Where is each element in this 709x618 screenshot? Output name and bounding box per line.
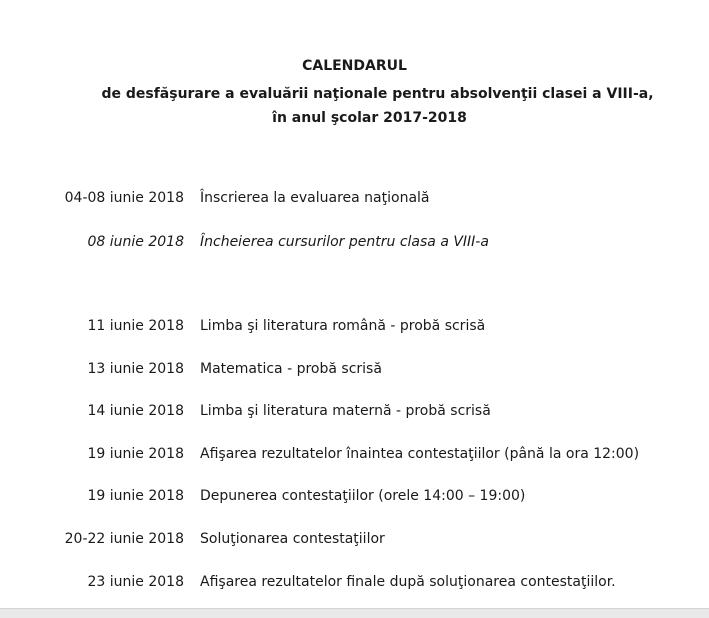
schedule-event: Soluţionarea contestaţiilor [200,531,385,547]
schedule-row [0,486,709,506]
schedule-row [0,529,709,549]
schedule-event: Încheierea cursurilor pentru clasa a VIII-a [200,234,489,250]
schedule-row [0,572,709,592]
schedule-date: 14 iunie 2018 [87,403,184,419]
schedule-row [0,359,709,379]
document-title: CALENDARUL [302,58,407,74]
schedule-event: Înscrierea la evaluarea naţională [200,190,430,206]
document-subtitle-line2: în anul şcolar 2017-2018 [272,110,467,126]
schedule-event: Afişarea rezultatelor finale după soluţionarea contestaţiilor. [200,574,616,590]
schedule-date: 08 iunie 2018 [87,234,184,250]
document-subtitle-line1: de desfăşurare a evaluării naţionale pentru absolvenţii clasei a VIII-a, [101,86,654,102]
schedule-date: 23 iunie 2018 [87,574,184,590]
schedule-row [0,316,709,336]
schedule-date: 20-22 iunie 2018 [64,531,184,547]
schedule-date: 04-08 iunie 2018 [64,190,184,206]
schedule-row [0,188,709,208]
schedule-row [0,444,709,464]
schedule-row [0,232,709,252]
schedule-event: Afişarea rezultatelor înaintea contestaţiilor (până la ora 12:00) [200,446,640,462]
schedule-event: Limba şi literatura maternă - probă scrisă [200,403,491,419]
schedule-event: Matematica - probă scrisă [200,361,382,377]
schedule-event: Depunerea contestaţiilor (orele 14:00 – 19:00) [200,488,526,504]
schedule-row [0,401,709,421]
schedule-date: 19 iunie 2018 [87,488,184,504]
schedule-date: 13 iunie 2018 [87,361,184,377]
schedule-event: Limba şi literatura română - probă scrisă [200,318,486,334]
schedule-date: 19 iunie 2018 [87,446,184,462]
schedule-date: 11 iunie 2018 [87,318,184,334]
